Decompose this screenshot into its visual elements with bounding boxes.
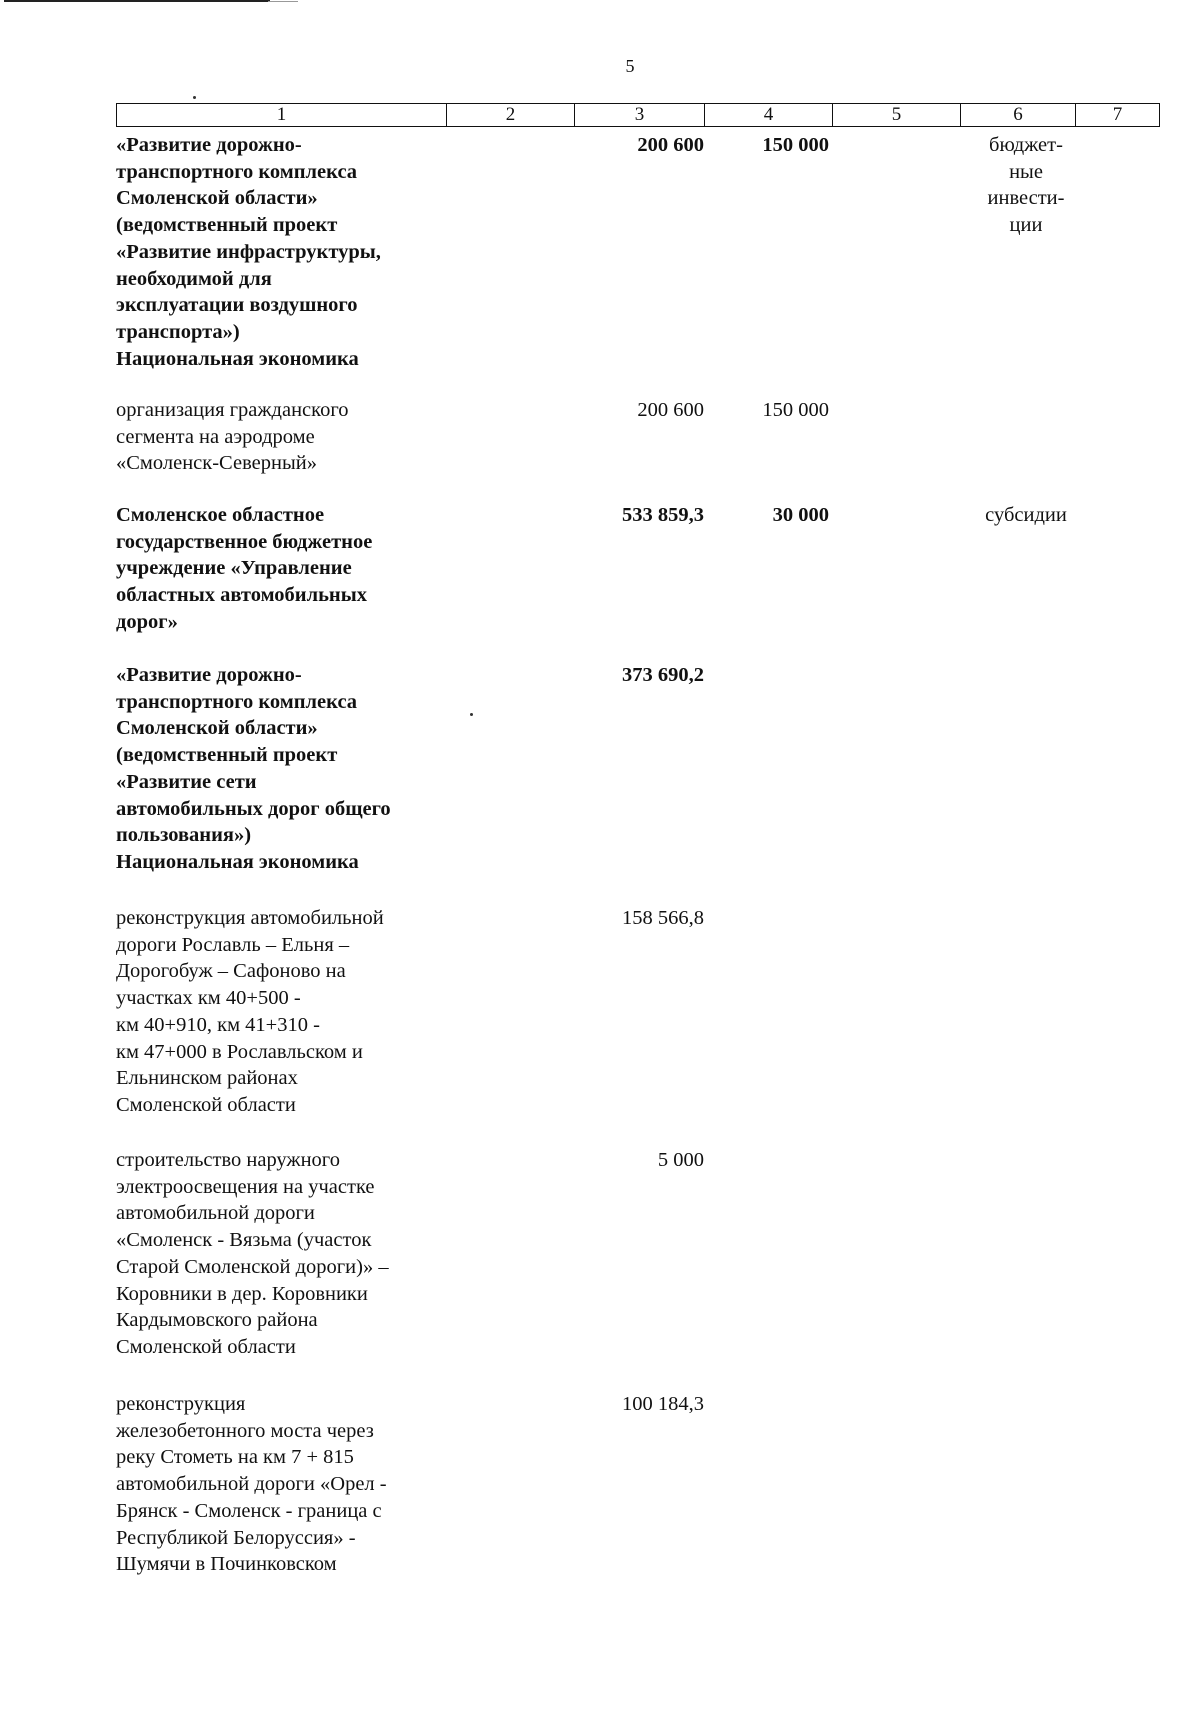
row-name-line: реку Стометь на км 7 + 815 [116,1446,354,1469]
row-name-line: км 47+000 в Рославльском и [116,1040,363,1063]
row-name-line: Старой Смоленской дороги)» – [116,1255,389,1278]
row-name-line: «Развитие дорожно- [116,134,302,156]
row-name [116,1391,436,1578]
row-col6-value [960,502,1092,529]
row-name-line: «Развитие дорожно- [116,664,302,686]
column-header-row [116,103,1160,127]
row-name-line: областных автомобильных [116,584,367,607]
scan-edge-mark-faint [268,1,298,2]
row-name-line: «Развитие сети [116,770,257,793]
row-name-line: (ведомственный проект [116,744,338,767]
row-name-line: км 40+910, км 41+310 - [116,1013,320,1036]
row-name-line: дорог» [116,610,178,633]
row-name-line: электроосвещения на участке [116,1175,375,1198]
row-name-line: реконструкция автомобильной [116,907,384,929]
row-name-line: строительство наружного [116,1149,340,1171]
row-name-line: сегмента на аэродроме [116,425,315,448]
row-name-line: Смоленской области» [116,717,318,740]
row-col3-value: 373 690,2 [622,664,704,686]
row-name-line: реконструкция [116,1393,246,1415]
row-name-line: автомобильных дорог общего [116,797,391,820]
row-col6-line: ции [1009,214,1043,237]
row-name-line: Национальная экономика [116,850,359,873]
row-name-line: Брянск - Смоленск - граница с [116,1499,382,1522]
row-name-line: Дорогобуж – Сафоново на [116,960,346,983]
row-name-line: Республикой Белоруссия» - [116,1526,356,1549]
row-name-line: участках км 40+500 - [116,987,301,1010]
row-name-line: железобетонного моста через [116,1419,374,1442]
row-name-line: Ельнинском районах [116,1067,298,1090]
row-name-line: автомобильной дороги [116,1202,315,1225]
row-col3-value: 158 566,8 [622,907,704,929]
row-name-line: эксплуатации воздушного [116,294,358,317]
row-name [116,905,436,1119]
row-name-line: «Развитие инфраструктуры, [116,240,381,263]
row-col3-value: 200 600 [637,399,704,421]
row-name-line: Смоленской области [116,1335,296,1358]
row-name-line: транспорта») [116,320,240,343]
row-name-line: (ведомственный проект [116,214,338,237]
column-header-7: 7 [1112,104,1123,125]
column-header-4: 4 [705,104,833,126]
row-name-line: Смоленское областное [116,504,325,526]
row-col3-value: 5 000 [657,1149,704,1171]
column-header-3: 3 [575,104,705,126]
row-col4-value: 30 000 [772,504,829,526]
column-header-5: 5 [833,104,961,126]
row-name-line: автомобильной дороги «Орел - [116,1473,387,1496]
row-name-line: Кардымовского района [116,1309,318,1332]
row-col6-line: инвести- [987,187,1065,210]
row-col6-line: бюджет- [989,134,1063,156]
row-name-line: государственное бюджетное [116,530,373,553]
column-header-6: 6 [961,104,1076,126]
row-name-line: Смоленской области» [116,187,318,210]
row-col6-value [960,132,1092,239]
row-name [116,662,436,876]
row-name [116,132,436,372]
row-name-line: Смоленской области [116,1093,296,1116]
row-name-line: Национальная экономика [116,347,359,370]
scan-edge-mark [4,0,270,6]
row-name-line: Коровники в дер. Коровники [116,1282,368,1305]
row-name-line: транспортного комплекса [116,160,358,183]
row-name-line: транспортного комплекса [116,690,358,713]
column-header-1: 1 [117,104,447,126]
row-name-line: пользования») [116,824,252,847]
scan-speck [470,713,473,716]
row-name-line: учреждение «Управление [116,557,352,580]
row-name [116,1147,436,1361]
row-name [116,502,436,636]
row-name-line: дороги Рославль – Ельня – [116,933,350,956]
row-name-line: организация гражданского [116,399,349,421]
row-col4-value: 150 000 [762,134,829,156]
row-name-line: «Смоленск - Вязьма (участок [116,1229,372,1252]
row-col4-value: 150 000 [762,399,829,421]
row-name-line: необходимой для [116,267,272,290]
row-col3-value: 200 600 [637,134,704,156]
column-header-2: 2 [447,104,575,126]
row-name [116,397,436,477]
row-col6-line: ные [1009,160,1043,183]
row-col3-value: 533 859,3 [622,504,704,526]
row-col3-value: 100 184,3 [622,1393,704,1415]
page-number: 5 [625,56,635,76]
row-name-line: «Смоленск-Северный» [116,452,317,475]
row-name-line: Шумячи в Починковском [116,1553,337,1576]
scan-speck [193,96,196,99]
row-col6-line: субсидии [985,504,1067,526]
